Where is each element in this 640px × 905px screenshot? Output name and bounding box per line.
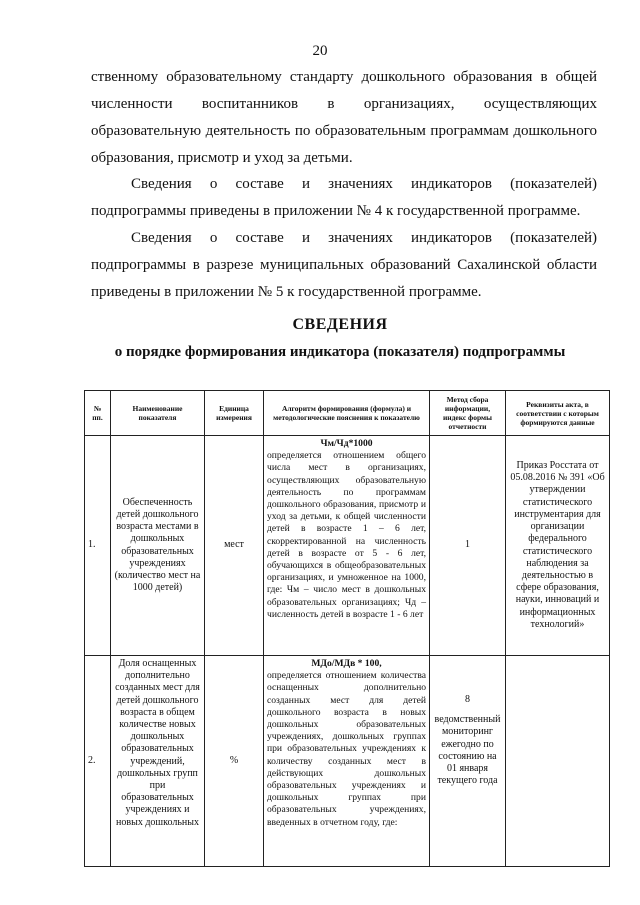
indicator-table <box>84 390 610 867</box>
method-text: ведомственный мониторинг ежегодно по состоянию на 01 января текущего года <box>434 714 501 787</box>
header-algorithm: Алгоритм формирования (формула) и методологические пояснения к показателю <box>264 391 430 436</box>
indicator-formula: Чм/Чд*1000 <box>320 438 373 449</box>
header-unit: Единица измерения <box>205 391 264 436</box>
indicator-formula: МДо/МДв * 100, <box>311 658 382 669</box>
method-index: 1 <box>430 436 506 656</box>
header-name: Наименование показателя <box>111 391 205 436</box>
requisites <box>506 656 610 867</box>
algorithm-text: определяется отношением количества оснащенных дополнительно созданных мест для детей дошкольного возраста в новых дошкольных образовательных учреждениях, дошкольных группах при образовательных учреждениях к количеству созданных мест в действующих дошкольных образовательных учреждениях и дошкольных группах при образовательных учреждениях, введенных в отчетном году, где: <box>267 670 426 828</box>
table-row <box>85 436 610 656</box>
table-row <box>85 656 610 867</box>
header-number: № пп. <box>85 391 111 436</box>
paragraph-appendix-4: Сведения о составе и значениях индикаторов (показателей) подпрограммы приведены в приложении № 4 к государственной программе. <box>91 176 597 219</box>
method-cell <box>430 656 506 867</box>
section-subheading: о порядке формирования индикатора (показателя) подпрограммы <box>114 344 566 360</box>
indicator-name: Доля оснащенных дополнительно созданных мест для детей дошкольного возраста в общем количестве новых дошкольных образовательных учреждений, дошкольных групп при образовательных учреждениях и новых дошкольных <box>111 656 205 867</box>
paragraph-appendix-5: Сведения о составе и значениях индикаторов (показателей) подпрограммы в разрезе муниципальных образований Сахалинской области приведены в приложении № 5 к государственной программе. <box>91 230 597 300</box>
indicator-algorithm <box>264 436 430 656</box>
table-header-row <box>85 391 610 436</box>
indicator-algorithm <box>264 656 430 867</box>
method-index: 8 <box>465 694 470 705</box>
indicator-unit: % <box>205 656 264 867</box>
indicator-name: Обеспеченность детей дошкольного возраста местами в дошкольных образовательных учреждениях (количество мест на 1000 детей) <box>111 436 205 656</box>
header-method: Метод сбора информации, индекс формы отчетности <box>430 391 506 436</box>
page-number: 20 <box>312 43 328 59</box>
paragraph-continuation: ственному образовательному стандарту дошкольного образования в общей численности воспитанников в организациях, осуществляющих образовательную деятельность по образовательным программам дошкольного образования, присмотр и уход за детьми. <box>91 69 597 166</box>
algorithm-text: определяется отношением общего числа мест в организациях, осуществляющих образовательную деятельность по программам дошкольного образования, присмотр и уход за детьми, к общей численности детей в возрасте 1 – 6 лет, скорректированной на численность детей в возрасте от 5 - 6 лет, обучающихся в общеобразовательных организациях, и умноженное на 1000, где: Чм – число мест в дошкольных образовательных организациях; Чд – численность детей в возрасте 1 - 6 лет <box>267 450 426 620</box>
row-number: 2. <box>85 656 111 867</box>
row-number: 1. <box>85 436 111 656</box>
requisites: Приказ Росстата от 05.08.2016 № 391 «Об утверждении статистического инструментария для организации федерального статистического наблюдения за деятельностью в сфере образования, науки, инноваций и информационных технологий» <box>506 436 610 656</box>
header-requisites: Реквизиты акта, в соответствии с которым формируются данные <box>506 391 610 436</box>
section-heading: СВЕДЕНИЯ <box>292 316 388 333</box>
indicator-unit: мест <box>205 436 264 656</box>
